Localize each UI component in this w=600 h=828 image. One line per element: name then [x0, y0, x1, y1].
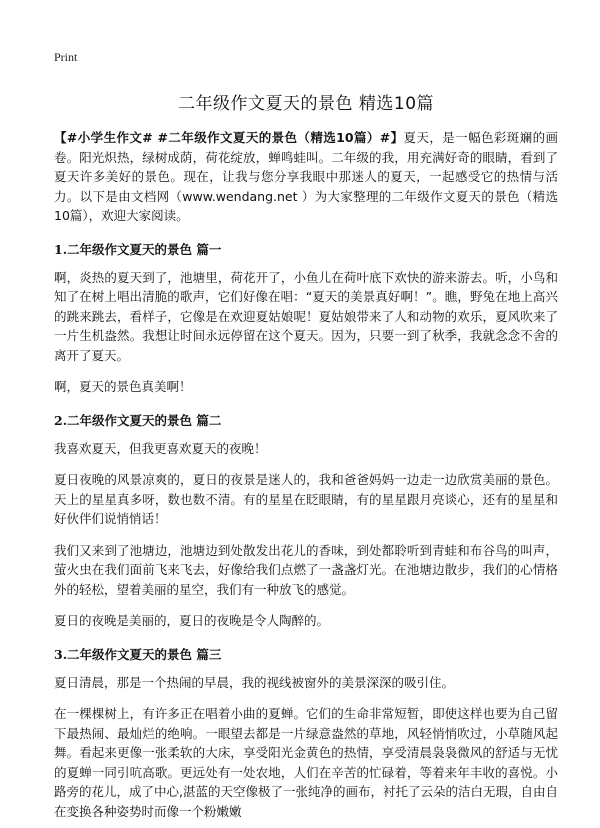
section-2-paragraph-3: 我们又来到了池塘边，池塘边到处散发出花儿的香味，到处都聆听到青蛙和布谷鸟的叫声，萤火虫在我们面前飞来飞去，好像给我们点燃了一盏盏灯光。在池塘边散步，我们的心情格外的轻松，望着美丽的星空，我们有一种放飞的感觉。: [54, 542, 558, 597]
intro-tag: 【#小学生作文# #二年级作文夏天的景色（精选10篇）#】: [54, 130, 404, 145]
section-1-paragraph-1: 啊，炎热的夏天到了，池塘里，荷花开了，小鱼儿在荷叶底下欢快的游来游去。听，小鸟和知了在树上唱出清脆的歌声，它们好像在唱：“夏天的美景真好啊！”。瞧，野兔在地上高兴的跳来跳去，看样子，它像是在欢迎夏姑娘呢！夏姑娘带来了人和动物的欢乐，夏风吹来了一片生机盎然。我想让时间永远停留在这个夏天。因为，只要一到了秋季，我就念念不舍的离开了夏天。: [54, 269, 558, 363]
section-3-paragraph-2: 在一棵棵树上，有许多正在唱着小曲的夏蝉。它们的生命非常短暂，即使这样也要为自己留下最热闹、最灿烂的绝响。一眼望去都是一片绿意盎然的草地，风轻悄悄吹过，小草随风起舞。看起来更像一张柔软的大床，享受阳光金黄色的热情，享受清晨袅袅微风的舒适与无忧的夏蝉一同引吭高歌。更远处有一处农地，人们在辛苦的忙碌着，等着来年丰收的喜悦。小路旁的花儿，成了中心,湛蓝的天空像极了一张纯净的画布，衬托了云朵的洁白无瑕，自由自在变换各种姿势时而像一个粉嫩嫩: [54, 706, 558, 819]
intro-text: 夏天，是一幅色彩斑斓的画卷。阳光炽热，绿树成荫，荷花绽放，蝉鸣蛙叫。二年级的我，用充满好奇的眼睛，看到了夏天许多美好的景色。现在，让我与您分享我眼中那迷人的夏天，一起感受它的热情与活力。以下是由文档网（www.wendang.net ）为大家整理的二年级作文夏天的景色（精选10篇），欢迎大家阅读。: [54, 130, 558, 223]
section-2-paragraph-4: 夏日的夜晚是美丽的，夏日的夜晚是令人陶醉的。: [54, 613, 330, 628]
page-title: 二年级作文夏天的景色 精选10篇: [177, 94, 435, 114]
section-1-title: 1.二年级作文夏天的景色 篇一: [54, 241, 222, 257]
intro-paragraph: [54, 128, 558, 226]
section-3-paragraph-1: 夏日清晨，那是一个热闹的早晨，我的视线被窗外的美景深深的吸引住。: [54, 674, 455, 690]
section-2-paragraph-2: 夏日夜晚的风景凉爽的，夏日的夜景是迷人的，我和爸爸妈妈一边走一边欣赏美丽的景色。天上的星星真多呀，数也数不清。有的星星在眨眼睛，有的星星跟月亮谈心，还有的星星和好伙伴们说悄悄话！: [54, 472, 558, 526]
section-2-paragraph-1: 我喜欢夏天，但我更喜欢夏天的夜晚！: [54, 440, 267, 456]
section-3-title: 3.二年级作文夏天的景色 篇三: [54, 646, 222, 662]
print-link[interactable]: Print: [54, 50, 78, 64]
section-1-paragraph-2: 啊，夏天的景色真美啊！: [54, 379, 192, 394]
section-2-title: 2.二年级作文夏天的景色 篇二: [54, 412, 222, 428]
